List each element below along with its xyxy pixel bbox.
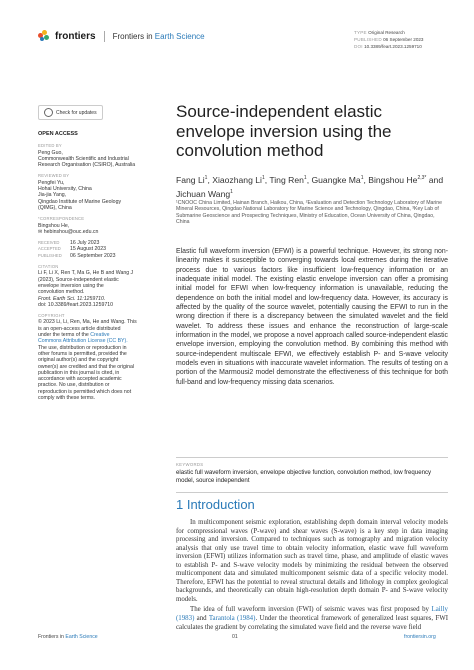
- site-link[interactable]: frontiersin.org: [404, 634, 436, 640]
- accepted-date: 15 August 2023: [70, 246, 107, 253]
- citation: Li F, Li X, Ren T, Ma G, He B and Wang J (2023), Source-independent elastic envelope inversion using the convolution method. Front. Earth Sci. 11:1259710. doi: 10.3389/feart.2023.1259710: [38, 270, 134, 308]
- divider: [176, 492, 448, 493]
- license-link[interactable]: Creative: [90, 332, 110, 339]
- sidebar: [38, 131, 156, 401]
- keywords-label: KEYWORDS: [176, 462, 204, 467]
- brand-name: frontiers: [55, 30, 96, 42]
- header-divider: [104, 31, 105, 42]
- update-check-icon: [44, 108, 53, 117]
- citation-link[interactable]: Lailly (1983): [176, 606, 448, 623]
- paragraph: The idea of full waveform inversion (FWI) of seismic waves was first proposed by Lailly (1983) and Tarantola (1984). Under the theoretical framework of generalized least squares, FWI calculates the gradient by correlating the simulated wave field and the reverse wave field: [176, 606, 449, 631]
- reviewed-by-label: REVIEWED BY: [38, 173, 70, 179]
- published-date: 06 September 2023: [383, 37, 424, 42]
- frontiers-logo-icon: [38, 30, 50, 42]
- published-date-side: 06 September 2023: [70, 252, 116, 259]
- doi-link[interactable]: 10.3389/feart.2023.1259710: [364, 44, 422, 49]
- section-heading: 1 Introduction: [176, 497, 255, 512]
- citation-label: CITATION: [38, 264, 59, 270]
- footer-journal: Frontiers in Earth Science: [38, 634, 98, 640]
- page-number: 01: [232, 634, 238, 640]
- copyright: © 2023 Li, Li, Ren, Ma, He and Wang. This is an open-access article distributed under the terms of the Creative Commons Attribution License (CC BY). The use, distribution or reproduction in other forums is permitted, provided the original author(s) and the copyright owner(s) are credited and that the original publication in this journal is cited, in accordance with accepted academic practice. No use, distribution or reproduction is permitted which does not comply with these terms.: [38, 319, 156, 401]
- paragraph: In multicomponent seismic exploration, establishing depth domain interval velocity models for compressional waves (P-wave) and shear waves (S-wave) is a key step in data imaging processing and inversion. Compared to techniques such as tomography and migration velocity analysis that only use travel time to obtain velocity information, elastic wave full waveform inversion (EFWI) utilizes information such as travel time, phase, and amplitude of elastic waves to establish P- and S-wave velocity models by minimizing the residual between the observed multicomponent data and simulated multicomponent seismic data of a specific velocity model. Therefore, EFWI has the potential to reveal structural details and lithology in complex geological backgrounds, and theoretically can obtain high-resolution depth domain P- and S-wave velocity models.: [176, 519, 448, 603]
- article-type: Original Research: [368, 30, 405, 35]
- check-for-updates-button[interactable]: Check for updates: [38, 105, 103, 120]
- author[interactable]: Xiaozhang Li$^1$: [212, 174, 265, 185]
- open-access-label: OPEN ACCESS: [38, 131, 78, 137]
- article-title: Source-independent elastic envelope inversion using the convolution method: [176, 102, 392, 160]
- abstract: Elastic full waveform inversion (EFWI) is a powerful technique. However, its strong non-linearity makes it susceptible to converging towards local extremes during the iterative process due to various factors like insufficient low-frequency information or an inadequate initial model. The existing elastic envelope inversion can offer a promising initial model for EFWI when low-frequency information is unavailable, reducing the dependence on both the initial model and low-frequency data. However, its accuracy is affected by the quality of the source wavelet, potentially causing the EFWI to run in the wrong direction if there is a discrepancy between the simulated wavelet and the field wavelet. To address these issues and enhance the reconstruction of large-scale information in the model, we propose a novel approach called source-independent elastic envelope inversion, employing the convolution method. By combining this method with source-independent multiscale EFWI, we effectively establish P- and S-wave velocity models even in situations with inaccurate wavelet information. The results of testing on a portion of the Marmousi2 model demonstrate the effectiveness of this technique for both full-band and low-frequency missing data scenarios.: [176, 248, 448, 386]
- journal-name: Frontiers in Earth Science: [112, 31, 205, 41]
- author[interactable]: Jichuan Wang$^1$: [176, 188, 233, 199]
- affiliations: ¹CNOOC China Limited, Hainan Branch, Haikou, China, ²Evaluation and Detection Technology Laboratory of Marine Mineral Resources, Qingdao National Laboratory for Marine Science and Technology, Qingdao, China, ³Key Lab of Submarine Geoscience and Prospecting Techniques, Ministry of Education, Ocean University of China, Qingdao, China: [176, 200, 443, 226]
- article-meta: TYPE Original Research PUBLISHED 06 September 2023 DOI 10.3389/feart.2023.1259710: [354, 30, 424, 49]
- introduction-body: [176, 519, 448, 634]
- author[interactable]: Guangke Ma$^1$: [311, 174, 364, 185]
- edited-by: Peng Guo, Commonwealth Scientific and Industrial Research Organisation (CSIRO), Australia: [38, 149, 136, 169]
- article-dates: RECEIVED 16 July 2023 ACCEPTED 15 August 2023 PUBLISHED 06 September 2023: [38, 240, 116, 259]
- author-list: Fang Li$^1$, Xiaozhang Li$^1$, Ting Ren$^1$, Guangke Ma$^1$, Bingshou $He^{2,3*}$ and Jichuan Wang$^1$: [176, 174, 444, 199]
- keywords: elastic full waveform inversion, envelope objective function, convolution method, low frequency model, source independent: [176, 469, 432, 485]
- correspondence-label: *CORRESPONDENCE: [38, 216, 85, 222]
- journal-header: [38, 30, 205, 42]
- citation-link[interactable]: Tarantola (1984): [208, 615, 256, 623]
- correspondence-email[interactable]: ✉ hebinshou@ouc.edu.cn: [38, 228, 99, 235]
- correspondence: Bingshou He, ✉ hebinshou@ouc.edu.cn: [38, 223, 156, 236]
- author[interactable]: Fang Li$^1$: [176, 174, 208, 185]
- received-date: 16 July 2023: [70, 240, 100, 247]
- edited-by-label: EDITED BY: [38, 143, 62, 149]
- author[interactable]: Ting Ren$^1$: [269, 174, 307, 185]
- license-link-2[interactable]: Commons Attribution License (CC BY).: [38, 338, 128, 345]
- author[interactable]: Bingshou $He^{2,3*}$: [368, 174, 427, 185]
- reviewed-by: Pengfei Yu, Hohai University, China Jia-jia Yang, Qingdao Institute of Marine Geology (QIMG), China: [38, 179, 122, 211]
- divider: [176, 457, 448, 458]
- copyright-label: COPYRIGHT: [38, 313, 65, 319]
